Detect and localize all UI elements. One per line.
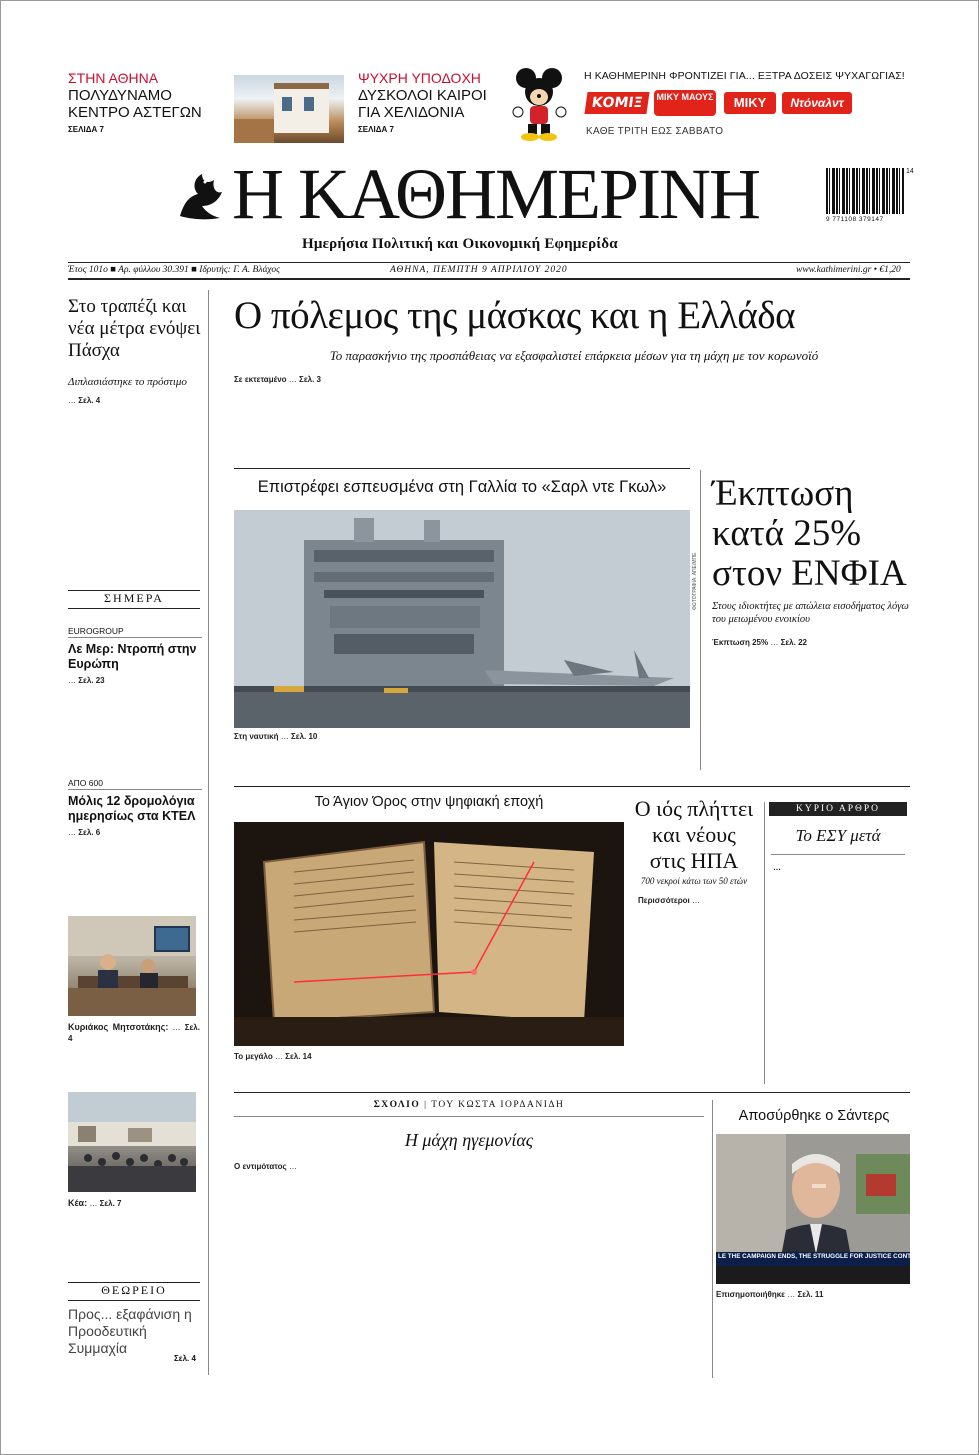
sanders-photo xyxy=(716,1134,931,1284)
comment-separator: | xyxy=(424,1100,428,1110)
griffin-logo-icon xyxy=(172,168,228,224)
left-column-divider xyxy=(208,290,209,1375)
theory-title[interactable]: Προς... εξαφάνιση η Προοδευτική Συμμαχία xyxy=(68,1306,192,1356)
body-lead: Σε εκτεταμένο xyxy=(234,375,287,384)
page-ref: Σελ. 7 xyxy=(99,1199,122,1208)
item-title: Λε Μερ: Ντροπή στην Ευρώπη xyxy=(68,642,197,671)
caption-text: … xyxy=(89,1199,98,1208)
main-headline[interactable]: Ο πόλεμος της μάσκας και η Ελλάδα xyxy=(234,294,796,337)
editorial-body: … xyxy=(773,863,781,872)
comic-logo-donald xyxy=(782,92,852,114)
sanders-photo-art xyxy=(716,1134,931,1284)
enfia-body xyxy=(712,638,912,774)
comic-logo-text: ΜΙΚΥ xyxy=(733,95,767,110)
today-label: ΣΗΜΕΡΑ xyxy=(104,591,164,605)
barcode-bars xyxy=(826,168,904,214)
masthead-rule-top xyxy=(68,262,910,263)
mitsotakis-photo xyxy=(68,916,196,1016)
body-text: … xyxy=(692,896,701,905)
left-lead-title[interactable]: Στο τραπέζι και νέα μέτρα ενόψει Πάσχα xyxy=(68,296,201,361)
today-rule-bottom xyxy=(68,608,200,609)
teaser-kicker: ΣΤΗΝ ΑΘΗΝΑ xyxy=(68,70,159,86)
virus-deck: 700 νεκροί κάτω των 50 ετών xyxy=(640,876,748,886)
body-lead: Περισσότεροι xyxy=(638,896,690,905)
caption-text: … xyxy=(172,1023,181,1032)
comment-rule xyxy=(234,1116,704,1117)
item-body-text: … xyxy=(68,828,76,837)
carrier-photo xyxy=(234,510,690,728)
body-text: … xyxy=(288,1162,297,1171)
section-label: ΑΠΟ 600 xyxy=(68,778,202,790)
comic-logo-text: ΚΟΜΙΞ xyxy=(590,95,644,111)
body-lead: Ο εντιμότατος xyxy=(234,1162,287,1171)
editorial-label: ΚΥΡΙΟ ΑΡΘΡΟ xyxy=(769,802,907,816)
caption-lead: Στη ναυτική xyxy=(234,732,279,741)
comic-logo-text: Ντόναλντ xyxy=(790,96,844,110)
mickey-mascot-icon xyxy=(510,66,568,142)
main-body xyxy=(234,375,910,455)
kea-photo xyxy=(68,1092,196,1192)
masthead-subtitle: Ημερήσια Πολιτική και Οικονομική Εφημερίδα xyxy=(302,236,618,252)
theory-label: ΘΕΩΡΕΙΟ xyxy=(101,1283,167,1297)
main-deck: Το παρασκήνιο της προσπάθειας να εξασφαλιστεί επάρκεια μέσων για τη μάχη με τον κορωνοϊό xyxy=(329,348,819,363)
item-title: Μόλις 12 δρομολόγια ημερησίως στα ΚΤΕΛ xyxy=(68,794,196,823)
editorial-box xyxy=(764,802,911,1084)
caption-lead: Κέα: xyxy=(68,1198,88,1208)
virus-body xyxy=(638,896,752,1084)
athos-manuscript-photo xyxy=(234,822,624,1046)
comic-logo-komix xyxy=(584,92,649,114)
enfia-deck: Στους ιδιοκτήτες με απώλεια εισοδήματος λόγω του μειωμένου ενοικίου xyxy=(712,601,909,625)
carrier-credit: ΦΩΤΟΓΡΑΦΙΑ: ΑΠΕ/ΜΠΕ xyxy=(692,552,698,610)
caption-lead: Το μεγάλο xyxy=(234,1052,273,1061)
body-lead: Επισημοποιήθηκε xyxy=(716,1290,785,1299)
teaser-swallows[interactable] xyxy=(358,70,498,134)
comment-body xyxy=(234,1162,704,1384)
right-column-divider xyxy=(700,470,701,770)
comment-header xyxy=(234,1100,704,1110)
promo-title: Η ΚΑΘΗΜΕΡΙΝΗ ΦΡΟΝΤΙΖΕΙ ΓΙΑ... ΕΞΤΡΑ ΔΟΣΕΙΣ ΨΥΧΑΓΩΓΙΑΣ! xyxy=(584,70,905,82)
today-item-eurogroup[interactable] xyxy=(68,626,202,736)
theory-rule-bottom xyxy=(68,1300,200,1301)
comic-logo-text: ΜΙΚΥ ΜΑΟΥΣ xyxy=(656,92,714,102)
virus-title[interactable] xyxy=(632,796,756,874)
item-body xyxy=(68,828,202,898)
page-ref: Σελ. 4 xyxy=(78,396,101,405)
carrier-photo-art xyxy=(234,510,690,728)
body-text: … xyxy=(787,1290,796,1299)
mitsotakis-photo-art xyxy=(68,916,196,1016)
teaser-title-line1: ΔΥΣΚΟΛΟΙ ΚΑΙΡΟΙ xyxy=(358,87,487,104)
left-lead-body xyxy=(68,396,200,576)
body-text: … xyxy=(288,375,297,384)
teaser-title-line2: ΚΕΝΤΡΟ ΑΣΤΕΓΩΝ xyxy=(68,104,202,121)
carrier-rule xyxy=(234,468,690,469)
comics-promo[interactable] xyxy=(510,66,922,144)
comment-label: ΣΧΟΛΙΟ xyxy=(373,1100,421,1110)
page-ref: Σελ. 23 xyxy=(78,676,105,685)
swallow-photo xyxy=(234,75,344,143)
sanders-tv-banner: LE THE CAMPAIGN ENDS, THE STRUGGLE FOR JUSTICE CONTINUES xyxy=(718,1253,931,1260)
mitsotakis-caption xyxy=(68,1022,200,1084)
page-ref: Σελ. 6 xyxy=(78,828,101,837)
item-body-text: … xyxy=(68,676,76,685)
page-ref: Σελ. 22 xyxy=(780,638,807,647)
kea-caption xyxy=(68,1198,200,1250)
teaser-page-ref: ΣΕΛΙΔΑ 7 xyxy=(358,125,394,134)
virus-title-line3: στις ΗΠΑ xyxy=(649,848,739,873)
promo-days: ΚΑΘΕ ΤΡΙΤΗ ΕΩΣ ΣΑΒΒΑΤΟ xyxy=(586,126,724,137)
sanders-body xyxy=(716,1290,910,1384)
body-lead: Έκπτωση 25% xyxy=(712,638,769,647)
mid-section-rule xyxy=(234,786,910,787)
teaser-kicker: ΨΥΧΡΗ ΥΠΟΔΟΧΗ xyxy=(358,70,481,86)
comic-logo-miky-maous xyxy=(654,90,716,116)
athos-photo-art xyxy=(234,822,624,1046)
athos-title[interactable]: Το Άγιον Όρος στην ψηφιακή εποχή xyxy=(314,794,544,810)
theory-page-ref: Σελ. 4 xyxy=(174,1354,196,1363)
page-ref: Σελ. 4 xyxy=(68,1023,200,1043)
page-ref: Σελ. 10 xyxy=(290,732,318,741)
carrier-caption xyxy=(234,732,690,774)
teaser-title-line1: ΠΟΛΥΔΥΝΑΜΟ xyxy=(68,87,172,104)
athos-caption xyxy=(234,1052,624,1084)
left-lead-body-text: … xyxy=(68,396,76,405)
enfia-title-line1: Έκπτωση xyxy=(712,473,854,514)
comment-title[interactable]: Η μάχη ηγεμονίας xyxy=(404,1130,534,1150)
barcode xyxy=(826,168,912,226)
virus-title-line1: Ο ιός πλήττει xyxy=(634,796,754,821)
enfia-title-line2: κατά 25% xyxy=(712,513,862,554)
comment-author: ΤΟΥ ΚΩΣΤΑ ΙΟΡΔΑΝΙΔΗ xyxy=(431,1100,565,1110)
enfia-title[interactable] xyxy=(712,474,912,594)
newspaper-page xyxy=(48,50,931,1405)
page-ref: Σελ. 3 xyxy=(299,375,321,384)
today-item-ktel[interactable] xyxy=(68,778,202,898)
comic-logo-miky xyxy=(724,92,776,114)
swallow-photo-art xyxy=(234,75,344,143)
item-body xyxy=(68,676,202,736)
caption-lead: Κυριάκος Μητσοτάκης: xyxy=(68,1022,169,1032)
virus-title-line2: και νέους xyxy=(652,822,736,847)
sanders-title[interactable]: Αποσύρθηκε ο Σάντερς xyxy=(738,1108,890,1124)
barcode-text: 9 771108 379147 xyxy=(826,216,884,223)
masthead-rule-bottom xyxy=(68,278,910,280)
kea-photo-art xyxy=(68,1092,196,1192)
caption-text: … xyxy=(280,732,289,741)
page-ref: Σελ. 14 xyxy=(285,1052,312,1061)
page-ref: Σελ. 11 xyxy=(797,1290,824,1299)
left-lead-deck: Διπλασιάστηκε το πρόστιμο xyxy=(68,376,187,388)
body-text: … xyxy=(770,638,779,647)
carrier-title[interactable]: Επιστρέφει εσπευσμένα στη Γαλλία το «Σαρλ ντε Γκωλ» xyxy=(257,478,667,496)
enfia-title-line3: στον ΕΝΦΙΑ xyxy=(712,553,907,594)
section-label: EUROGROUP xyxy=(68,626,202,638)
editorial-title[interactable]: Το ΕΣΥ μετά xyxy=(771,826,905,855)
sanders-divider xyxy=(712,1100,713,1378)
site-and-price: www.kathimerini.gr • €1,20 xyxy=(796,265,901,275)
teaser-page-ref: ΣΕΛΙΔΑ 7 xyxy=(68,125,104,134)
issue-date: ΑΘΗΝΑ, ΠΕΜΠΤΗ 9 ΑΠΡΙΛΙΟΥ 2020 xyxy=(390,265,568,275)
caption-text: … xyxy=(274,1052,283,1061)
barcode-number: 14 xyxy=(906,168,914,175)
teaser-homeless-center[interactable] xyxy=(68,70,208,134)
lower-section-rule xyxy=(234,1092,910,1093)
issue-info: Έτος 101ο ■ Αρ. φύλλου 30.391 ■ Ιδρυτής: Γ. Α. Βλάχος xyxy=(68,265,281,275)
masthead-title: Η ΚΑΘΗΜΕΡΙΝΗ xyxy=(232,154,760,234)
teaser-title-line2: ΓΙΑ ΧΕΛΙΔΟΝΙΑ xyxy=(358,104,465,121)
